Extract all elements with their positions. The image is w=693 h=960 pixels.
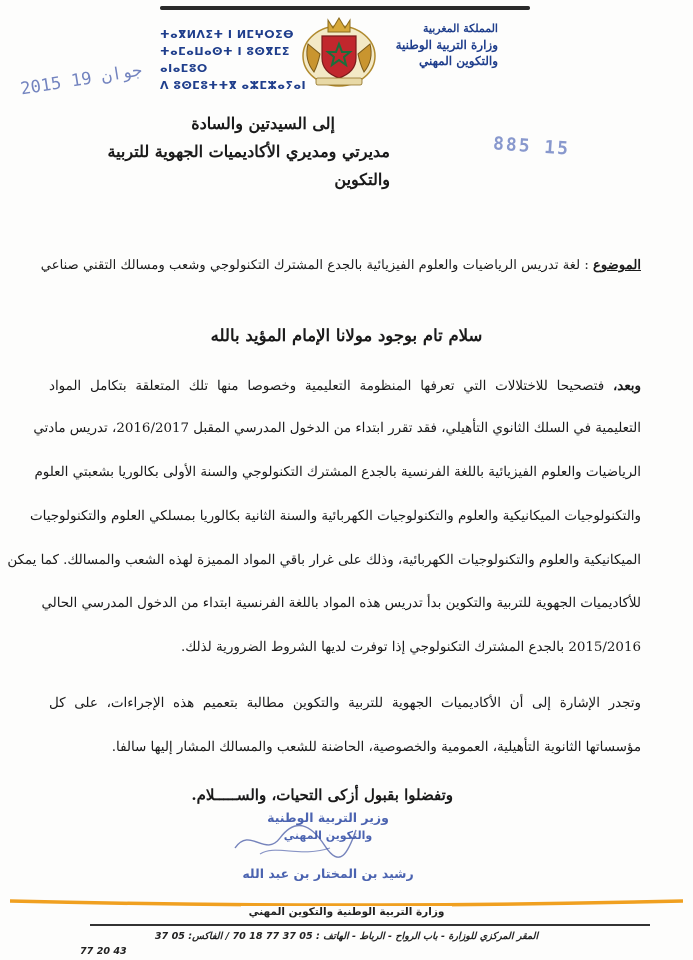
letterhead-tifinagh-3: ⴷ ⵓⵙⵎⵓⵜⵜⴳ ⴰⵣⵎⵣⴰⵢⴰⵏ bbox=[160, 79, 307, 93]
reference-number-stamp: 885 15 bbox=[492, 133, 571, 160]
addressee-line-1: إلى السيدتين والسادة bbox=[191, 114, 335, 133]
body-line bbox=[49, 378, 641, 394]
salutation: سلام تام بوجود مولانا الإمام المؤيد بالله bbox=[210, 326, 483, 345]
top-rule bbox=[160, 6, 530, 10]
body-line: والتكنولوجيات الميكانيكية والعلوم والتكنولوجيات الكهربائية والسنة الثانية بكالوريا بمسلكي العلوم والتكنولوجيات bbox=[30, 509, 641, 524]
signature-title-1: وزير التربية الوطنية bbox=[267, 810, 389, 825]
letterhead-tifinagh bbox=[160, 26, 310, 94]
footer-dark-rule bbox=[90, 924, 650, 926]
letterhead-tifinagh-2: ⵜⴰⵎⴰⵡⴰⵙⵜ ⵏ ⵓⵙⴳⵎⵉ ⴰⵏⴰⵎⵓⵔ bbox=[160, 45, 290, 76]
addressee-line-2: مديرتي ومديري الأكاديميات الجهوية للتربية والتكوين bbox=[107, 142, 390, 189]
body-line: الرياضيات والعلوم الفيزيائية باللغة الفرنسية بالجدع المشترك التكنولوجي والسنة الأولى بكالوريا بشعبتي العلوم bbox=[34, 465, 641, 480]
letterhead-ministry-2: والتكوين المهني bbox=[419, 54, 498, 69]
body-line: وتجدر الإشارة إلى أن الأكاديميات الجهوية للتربية والتكوين مطالبة بتعميم هذه الإجراءات، على كل bbox=[49, 696, 641, 711]
body-line-text: فتصحيحا للاختلالات التي تعرفها المنظومة التعليمية وخصوصا منها تلك المتعلقة بتكامل المواد bbox=[49, 379, 613, 394]
letterhead-kingdom: المملكة المغربية bbox=[423, 22, 498, 35]
received-date-stamp: 2015 جوان 19 bbox=[19, 60, 144, 100]
closing: وتفضلوا بقبول أزكى التحيات، والســـــلام. bbox=[191, 786, 453, 804]
footer-fax-continued: 77 20 43 bbox=[80, 946, 127, 957]
letterhead-ministry: وزارة التربية الوطنية bbox=[395, 37, 498, 52]
addressee bbox=[90, 110, 390, 194]
footer-address: المقر المركزي للوزارة - باب الرواح - الرباط - الهاتف : 05 37 77 18 70 / الفاكس: 05 37 bbox=[154, 931, 539, 942]
body-line: الميكانيكية والعلوم والتكنولوجيات الكهربائية، وذلك على غرار باقي المواد المميزة لهذه الشعب والمسالك. كما يمكن bbox=[7, 553, 641, 568]
signature-name: رشيد بن المختار بن عبد الله bbox=[242, 866, 414, 881]
handwritten-signature-icon bbox=[230, 818, 360, 864]
body-line: للأكاديميات الجهوية للتربية والتكوين بدأ تدريس هذه المواد باللغة الفرنسية ابتداء من الدخول المدرسي الحالي bbox=[41, 596, 641, 611]
subject-text: : لغة تدريس الرياضيات والعلوم الفيزيائية بالجدع المشترك التكنولوجي وشعب ومسالك التقني صناعي bbox=[40, 258, 589, 273]
letterhead-arabic bbox=[358, 22, 498, 69]
body-line: 2015/2016 بالجدع المشترك التكنولوجي إذا توفرت لديها الشروط الضرورية لذلك. bbox=[181, 640, 641, 655]
body-line: مؤسساتها الثانوية التأهيلية، العمومية والخصوصية، الحاضنة للشعب والمسالك المشار إليها سالفا. bbox=[111, 740, 641, 755]
footer-ministry-text: وزارة التربية الوطنية والتكوين المهني bbox=[241, 906, 453, 918]
letterhead-tifinagh-1: ⵜⴰⴳⵍⴷⵉⵜ ⵏ ⵍⵎⵖⵔⵉⴱ bbox=[160, 28, 295, 41]
footer-ministry bbox=[0, 906, 693, 918]
coat-of-arms-icon bbox=[300, 14, 378, 90]
body-lead: وبعد، bbox=[612, 378, 641, 394]
subject-label: الموضوع bbox=[593, 258, 641, 273]
subject-line bbox=[41, 258, 641, 273]
body-line: التعليمية في السلك الثانوي التأهيلي، فقد تقرر ابتداء من الدخول المدرسي المقبل 2016/2017، تدريس مادتي bbox=[33, 421, 641, 436]
signature-title-2: والتكوين المهني bbox=[283, 829, 373, 842]
